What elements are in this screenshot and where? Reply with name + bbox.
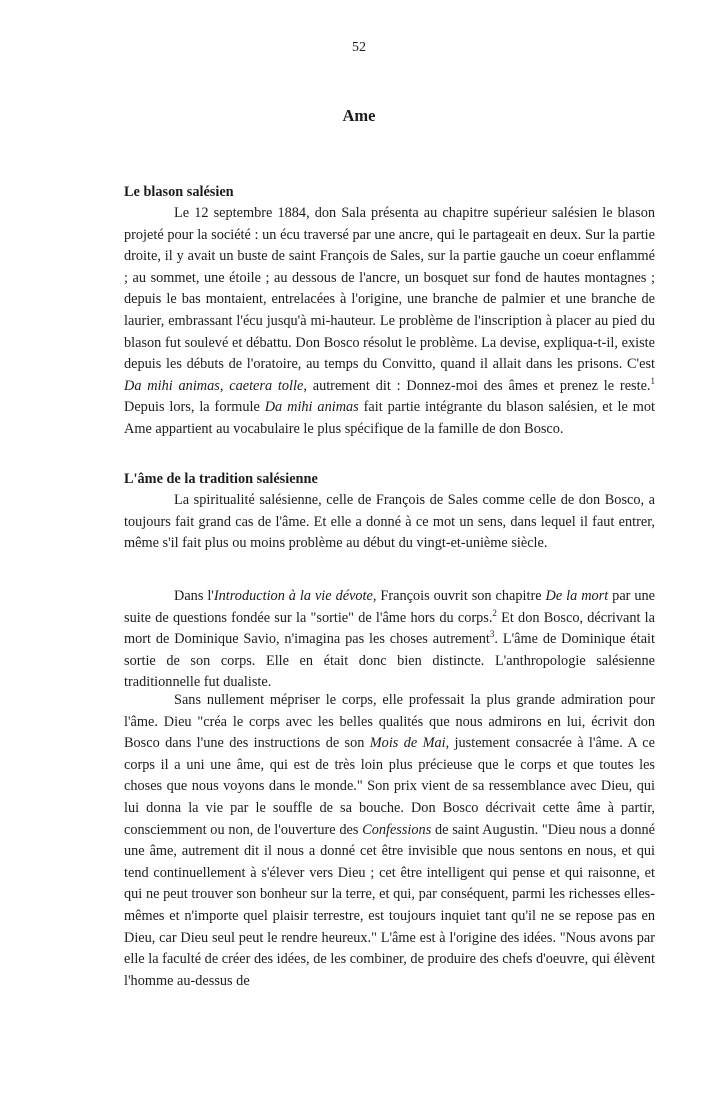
footnote-marker: 1 [650, 375, 655, 386]
italic-text-run: Da mihi animas, caetera tolle [124, 377, 304, 394]
text-run: . L'âme de Dominique était sortie de son corps. Elle en était donc bien distincte. L'anthropologie salésienne traditionnelle fut dualiste. [124, 631, 655, 691]
text-run: Le 12 septembre 1884, don Sala présenta au chapitre supérieur salésien le blason projeté pour la société : un écu traversé par une ancre, qui le partageait en deux. Sur la partie droite, il y avait un buste de saint François de Sales, sur la partie gauche un coeur enflammé ; au sommet, une étoile ; au dessous de l'ancre, un bosquet sur fond de hautes montagnes ; depuis le bas montaient, entrelacées à l'origine, une branche de palmier et une branche de laurier, embrassant l'écu jusqu'à mi-hauteur. Le problème de l'inscription à placer au pied du blason fut soulevé et débattu. Don Bosco résolut le problème. La devise, expliqua-t-il, existe depuis les débuts de l'oratoire, au temps du Convitto, quand il allait dans les prisons. C'est [124, 205, 655, 373]
paragraph [124, 203, 655, 441]
italic-text-run: Da mihi animas [264, 399, 359, 416]
paragraph [124, 690, 655, 992]
text-run: , justement consacrée à l'âme. A ce corps il a uni une âme, qui est de très loin plus précieuse que le corps et que toutes les choses que nous voyons dans le monde." Son prix vient de sa ressemblance avec Dieu, qui lui donna la vie par le souffle de sa bouche. Don Bosco décrivait cette âme à partir, consciemment ou non, de l'ouverture des [124, 735, 655, 838]
footnote-marker: 2 [492, 607, 497, 618]
paragraph [124, 586, 655, 694]
text-run: La spiritualité salésienne, celle de François de Sales comme celle de don Bosco, a toujours fait grand cas de l'âme. Et elle a donné à ce mot un sens, dans lequel il faut entrer, même s'il fait plus ou moins problème au début du vingt-et-unième siècle. [124, 492, 655, 552]
text-run: par une suite de questions fondée sur la "sortie" de l'âme hors du corps. [124, 588, 656, 626]
section-heading: Le blason salésien [124, 184, 234, 200]
italic-text-run: Introduction à la vie dévote [213, 588, 373, 604]
italic-text-run: Mois de Mai [369, 735, 446, 752]
text-run: de saint Augustin. "Dieu nous a donné une âme, autrement dit il nous a donné cet être invisible que nous sentons en nous, et qui tend continuellement à s'élever vers Dieu ; cet être intelligent qui pense et qui raisonne, et qui ne peut trouver son bonheur sur la terre, et qui, par conséquent, parmi les richesses elles-mêmes et n'importe quel plaisir terrestre, est toujours inquiet tant qu'il ne se repose pas en Dieu, car Dieu seul peut le rendre heureux." L'âme est à l'origine des idées. "Nous avons par elle la faculté de créer des idées, de les combiner, de produire des chefs d'oeuvre, qui élèvent l'homme au-dessus de [124, 821, 656, 989]
text-run: , François ouvrit son chapitre [372, 588, 546, 604]
text-run: , autrement dit : Donnez-moi des âmes et prenez le reste. [303, 377, 651, 394]
text-run: fait partie intégrante du blason salésien, et le mot Ame appartient au vocabulaire le plus spécifique de la famille de don Bosco. [124, 399, 655, 437]
text-run: Et don Bosco, décrivant la mort de Dominique Savio, n'imagina pas les choses autrement [124, 609, 655, 648]
paragraph [124, 490, 655, 555]
footnote-marker: 3 [489, 629, 495, 640]
page-number: 52 [352, 40, 366, 55]
text-run: Sans nullement mépriser le corps, elle professait la plus grande admiration pour l'âme. Dieu "créa le corps avec les belles qualités que nous admirons en lui, écrivit don Bosco dans l'une des instructions de son [124, 692, 655, 752]
text-run: Depuis lors, la formule [124, 399, 265, 416]
italic-text-run: Confessions [362, 821, 432, 838]
section-heading: L'âme de la tradition salésienne [124, 471, 318, 487]
italic-text-run: De la mort [545, 588, 609, 604]
chapter-title: Ame [342, 106, 376, 125]
text-run: Dans l' [174, 588, 214, 604]
